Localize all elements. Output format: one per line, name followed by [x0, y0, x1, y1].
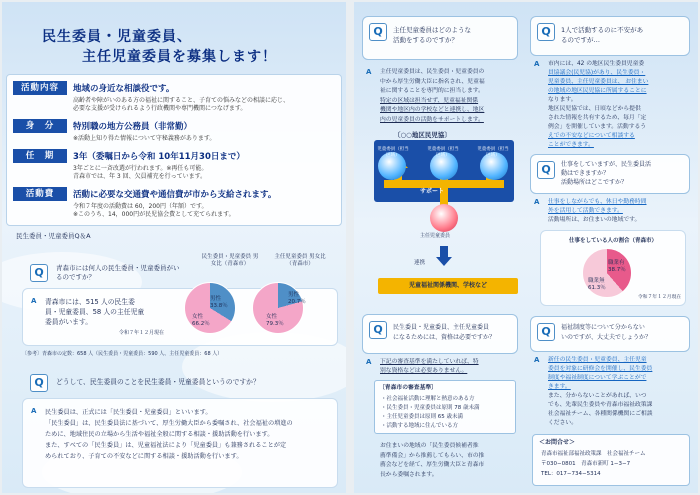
- q-badge: Q: [537, 323, 555, 341]
- pie1-female-label: 女性 66.2％: [192, 314, 210, 327]
- contact-address: 〒030−0801 青森市新町 1−3−7: [541, 461, 631, 467]
- diagram-node: 児童委員（担当区域）: [477, 147, 509, 158]
- q4-answer-4: の地域の地区民児協に所属することに: [548, 88, 647, 94]
- a-badge: A: [31, 297, 37, 305]
- q-badge: Q: [537, 23, 555, 41]
- q-badge: Q: [369, 23, 387, 41]
- q7-question-1: 福祉制度等について分からない: [561, 324, 645, 331]
- q3-answer-3: 祉に関することを専門的に担当します。: [380, 88, 484, 94]
- q7-answer-2: 委員を対象に研修会を開催し、民生委員: [548, 366, 653, 372]
- text-activity-2: 必要な支援が受けられるよう行政機関や専門機関につなげます。: [73, 105, 247, 112]
- pie3-unemployed-label: 職業無 61.3％: [588, 278, 606, 291]
- q4-answer-5: なります。: [548, 97, 577, 103]
- q5-answer-2: 外を活用して活動できます。: [548, 208, 623, 214]
- q1-answer-2: 員・児童委員、58 人の主任児童: [45, 308, 145, 316]
- contact-dept: 青森市福祉部福祉政策課 社会福祉チーム: [541, 451, 646, 457]
- q1-ref: 〔参考〕青森市の定数：658 人（民生委員・児童委員：590 人、主任児童委員：68 人）: [22, 351, 223, 357]
- q4-question-1: 1人で活動するのに不安があ: [561, 26, 644, 34]
- q5-question-3: 活動場所はどこですか？: [561, 179, 628, 186]
- right-page: [354, 2, 698, 493]
- q5-answer-3: 活動場所は、お住まいの地域です。: [548, 217, 641, 223]
- q3-answer-6: 内の児童委員の活動をサポートします。: [380, 116, 484, 123]
- q4-question-box: [530, 16, 690, 56]
- q3-answer-5: 機関や地区内の学校などと連携し、地区: [380, 107, 485, 113]
- q3-answer-1: 主任児童委員は、民生委員・児童委員の: [380, 69, 485, 75]
- q4-answer-6: 地区民児協では、日頃などから提供: [548, 106, 641, 112]
- q3-answer-2: 中から厚生労働大臣に指名され、児童福: [380, 78, 485, 85]
- q6-question-1: 民生委員・児童委員、主任児童委員: [393, 324, 490, 331]
- diagram-node: 児童委員（担当区域）: [427, 147, 459, 158]
- q4-answer-8: 例会」を開催しています。活動するう: [548, 124, 647, 130]
- q7-answer-6: でも、先輩民生委員や青森市福祉政策課: [548, 402, 653, 408]
- text-expenses-2: ※このうち、14，000円が民児協会費として充てられます。: [73, 211, 235, 218]
- q2-answer-3: ために、地域住民の立場から生活や福祉全般に関する相談・援助活動を行います。: [45, 431, 274, 438]
- q7-answer-4: きます。: [548, 384, 571, 390]
- heading-activity: 地域の身近な相談役です。: [73, 84, 175, 94]
- q5-answer-1: 仕事をしながらでも、休日や勤務時間: [548, 199, 647, 205]
- q-badge: Q: [369, 321, 387, 339]
- pie1-male-label: 男性 33.8％: [210, 296, 228, 309]
- criteria-item: ・民生委員・児童委員は原則 78 歳未満: [381, 405, 480, 411]
- q-badge: Q: [537, 161, 555, 179]
- q6-footer-4: 長から委嘱されます。: [380, 471, 438, 478]
- heading-status: 特別職の地方公務員（非常勤）: [73, 122, 193, 132]
- a-badge: A: [366, 358, 372, 366]
- q3-question-box: [362, 16, 518, 60]
- q6-answer-2: 別な資格などは必要ありません。: [380, 368, 468, 374]
- q1-note: 令和７年１２月現在: [119, 330, 165, 336]
- q-badge: Q: [30, 264, 48, 282]
- title-line-2: 主任児童委員を募集します！: [82, 49, 277, 65]
- label-activity: 活動内容: [13, 81, 67, 95]
- q1-answer-1: 青森市には、515 人の民生委: [45, 298, 135, 306]
- title-line-1: 民生委員・児童委員、: [42, 29, 192, 45]
- q7-question-box: [530, 316, 690, 352]
- text-status-1: ※活動上知り得た情報について守秘義務があります。: [73, 135, 216, 142]
- a-badge: A: [31, 407, 37, 415]
- heading-term: 3年（委嘱日から令和 10年11月30日まで）: [73, 152, 245, 162]
- q2-answer-1: 民生委員は、正式には「民生委員・児童委員」といいます。: [45, 409, 212, 416]
- center-node-sphere: [430, 204, 458, 232]
- q5-question-box: [530, 154, 690, 194]
- q2-answer-box: [22, 398, 338, 488]
- criteria-item: ・主任児童委員は原則 65 歳未満: [381, 414, 463, 420]
- q3-question-1: 主任児童委員はどのような: [393, 26, 471, 34]
- criteria-box: [374, 380, 516, 434]
- diagram-bottom: 児童福祉関係機関、学校など: [378, 278, 518, 294]
- q7-answer-5: また、分からないことがあれば、いつ: [548, 393, 647, 399]
- label-expenses: 活動費: [13, 187, 67, 201]
- criteria-title: 〔青森市の審査基準〕: [379, 385, 437, 391]
- q2-answer-2: 「民生委員」は、民生委員法に基づいて、厚生労働大臣から委嘱され、社会福祉の増進の: [45, 420, 293, 427]
- qa-section-title: 民生委員・児童委員Q＆A: [16, 232, 91, 240]
- q1-answer-3: 委員がいます。: [45, 318, 93, 326]
- q6-answer-1: 下記の審査基準を満たしていれば、特: [380, 359, 479, 365]
- criteria-item: ・活動する地域に住んでいる方: [381, 423, 459, 429]
- q6-footer-1: お住まいの地域の「民生委員候補者推: [380, 443, 479, 449]
- label-term: 任 期: [13, 149, 67, 163]
- employment-note: 令和７年１２月現在: [638, 295, 682, 300]
- q7-answer-7: 社会福祉チーム、各種関係機関にご相談: [548, 411, 653, 417]
- heading-expenses: 活動に必要な交通費や通信費が市から支給されます。: [73, 190, 277, 200]
- q6-question-box: [362, 314, 518, 354]
- q7-answer-8: ください。: [548, 420, 577, 426]
- q4-answer-10: ことができます。: [548, 142, 594, 148]
- pie2-male-label: 男性 20.7％: [288, 292, 306, 305]
- q4-answer-9: えでの不安などについて相談する: [548, 133, 635, 139]
- q6-question-2: になるためには、資格は必要ですか？: [393, 334, 496, 341]
- label-status: 身 分: [13, 119, 67, 133]
- q5-question-2: 動はできますか？: [561, 170, 610, 177]
- q-badge: Q: [30, 374, 48, 392]
- pie3-employed-label: 職業有 38.7％: [608, 260, 626, 273]
- pie1-title: 民生委員・児童委員 男女比（青森市）: [201, 254, 259, 267]
- q4-question-2: るのですが…: [561, 36, 600, 44]
- q2-answer-5: められており、子育ての不安などに関する相談・援助活動を行います。: [45, 453, 243, 460]
- q3-question-2: 活動をするのですか？: [393, 36, 458, 44]
- diagram-title: 〔○○地区民児協〕: [394, 131, 451, 139]
- a-badge: A: [366, 68, 372, 76]
- q6-footer-3: 薦会などを経て、厚生労働大臣と青森市: [380, 462, 485, 468]
- criteria-item: ・社会福祉活動に理解と熱意のある方: [381, 396, 475, 402]
- q4-answer-7: された情報を共有するため、毎月「定: [548, 115, 647, 121]
- q2-answer-4: また、すべての「民生委員」は、児童福祉法により「児童委員」も兼務されることが定: [45, 442, 287, 449]
- diagram-support: サポート: [420, 188, 445, 195]
- text-term-1: 3年ごとに一斉改選が行われます。※再任も可能。: [73, 165, 208, 172]
- q4-answer-3: 児童委員、主任児童委員は、 お住まい: [548, 79, 649, 85]
- a-badge: A: [534, 198, 540, 206]
- employment-chart-title: 仕事をしている人の割合（青森市）: [568, 238, 657, 244]
- text-expenses-1: 令和７年度の活動費は 60，200円（年額）です。: [73, 203, 208, 210]
- q7-answer-3: 制度や福祉制度について学ぶことがで: [548, 375, 647, 381]
- left-page: [2, 2, 346, 493]
- q5-question-1: 仕事をしていますが、民生委員活: [561, 161, 652, 168]
- diagram-center: 主任児童委員: [420, 233, 451, 239]
- pie2-female-label: 女性 79.3％: [266, 314, 284, 327]
- diagram-node: 児童委員（担当区域）: [377, 147, 409, 158]
- diagram-cooperation: 連携: [414, 260, 426, 266]
- q4-answer-1: 市内には、42 の地区民生委員児童委: [548, 61, 645, 67]
- text-activity-1: 高齢者や障がいのある方の福祉に関すること、子育ての悩みなどの相談に応じ、: [73, 97, 290, 104]
- q6-footer-2: 薦準備会」から推薦してもらい、市の推: [380, 452, 485, 459]
- contact-box: [532, 434, 690, 486]
- a-badge: A: [534, 60, 540, 68]
- q4-answer-2: 員協議会(民児協)があり、民生委員・: [548, 70, 646, 76]
- q7-answer-1: 新任の民生委員・児童委員、主任児童: [548, 357, 647, 363]
- q3-answer-4: 特定の区域は担当せず、児童福祉関係: [380, 97, 479, 104]
- contact-title: ＜お問合せ＞: [539, 439, 576, 446]
- q7-question-2: いのですが、大丈夫でしょうか？: [561, 334, 652, 341]
- info-panel: [6, 74, 342, 226]
- contact-tel: TEL：017−734−5314: [541, 471, 601, 477]
- q1-question: 青森市には何人の民生委員・児童委員がいるのですか？: [56, 264, 180, 281]
- a-badge: A: [534, 356, 540, 364]
- text-term-2: 青森市では、年 3 回、欠員補充を行っています。: [73, 173, 207, 180]
- pie2-title: 主任児童委員 男女比（青森市）: [274, 254, 326, 267]
- q2-question: どうして、民生委員のことを民生委員・児童委員というのですか？: [56, 378, 260, 386]
